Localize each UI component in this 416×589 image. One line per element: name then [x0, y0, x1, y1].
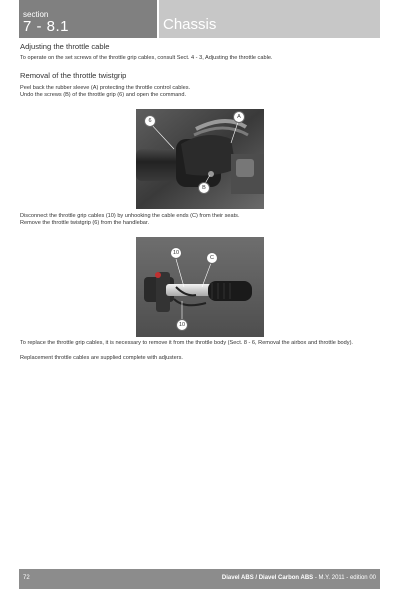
model-name: Diavel ABS / Diavel Carbon ABS [221, 575, 314, 581]
throttle-cables-illustration [136, 237, 264, 337]
paragraph-removal-2: Undo the screws (B) of the throttle grip (6) and open the command. [20, 92, 187, 98]
heading-adjusting-throttle-cable: Adjusting the throttle cable [20, 42, 110, 51]
heading-removal-twistgrip: Removal of the throttle twistgrip [20, 71, 127, 80]
paragraph-disconnect-2: Remove the throttle twistgrip (6) from the handlebar. [20, 220, 150, 226]
model-edition [222, 575, 376, 581]
callout-c: C [206, 252, 218, 264]
section-header-block [19, 0, 157, 38]
section-number: 7 - 8.1 [23, 18, 70, 35]
paragraph-replace: To replace the throttle grip cables, it is necessary to remove it from the throttle body (Sect. 8 - 6, Removal the airbox and throttle body). [20, 340, 353, 346]
paragraph-disconnect-1: Disconnect the throttle grip cables (10) by unhooking the cable ends (C) from their seats. [20, 213, 240, 219]
paragraph-adjusting: To operate on the set screws of the throttle grip cables, consult Sect. 4 - 3, Adjusting the throttle cable. [20, 55, 273, 61]
callout-b: B [198, 182, 210, 194]
page-footer [19, 569, 380, 589]
paragraph-replacement-cables: Replacement throttle cables are supplied complete with adjusters. [20, 355, 183, 361]
section-label: section [23, 10, 49, 19]
paragraph-removal-1: Peel back the rubber sleeve (A) protecting the throttle control cables. [20, 85, 191, 91]
callout-10-top: 10 [170, 247, 182, 259]
photo-throttle-cables [136, 237, 264, 337]
model-year-edition: - M.Y. 2011 - edition 00 [313, 575, 376, 581]
photo-throttle-grip-sleeve [136, 109, 264, 209]
page-number: 72 [23, 575, 30, 581]
chapter-header-block [159, 0, 380, 38]
callout-a: A [233, 111, 245, 123]
callout-10-bottom: 10 [176, 319, 188, 331]
callout-6: 6 [144, 115, 156, 127]
chapter-title: Chassis [163, 16, 217, 33]
